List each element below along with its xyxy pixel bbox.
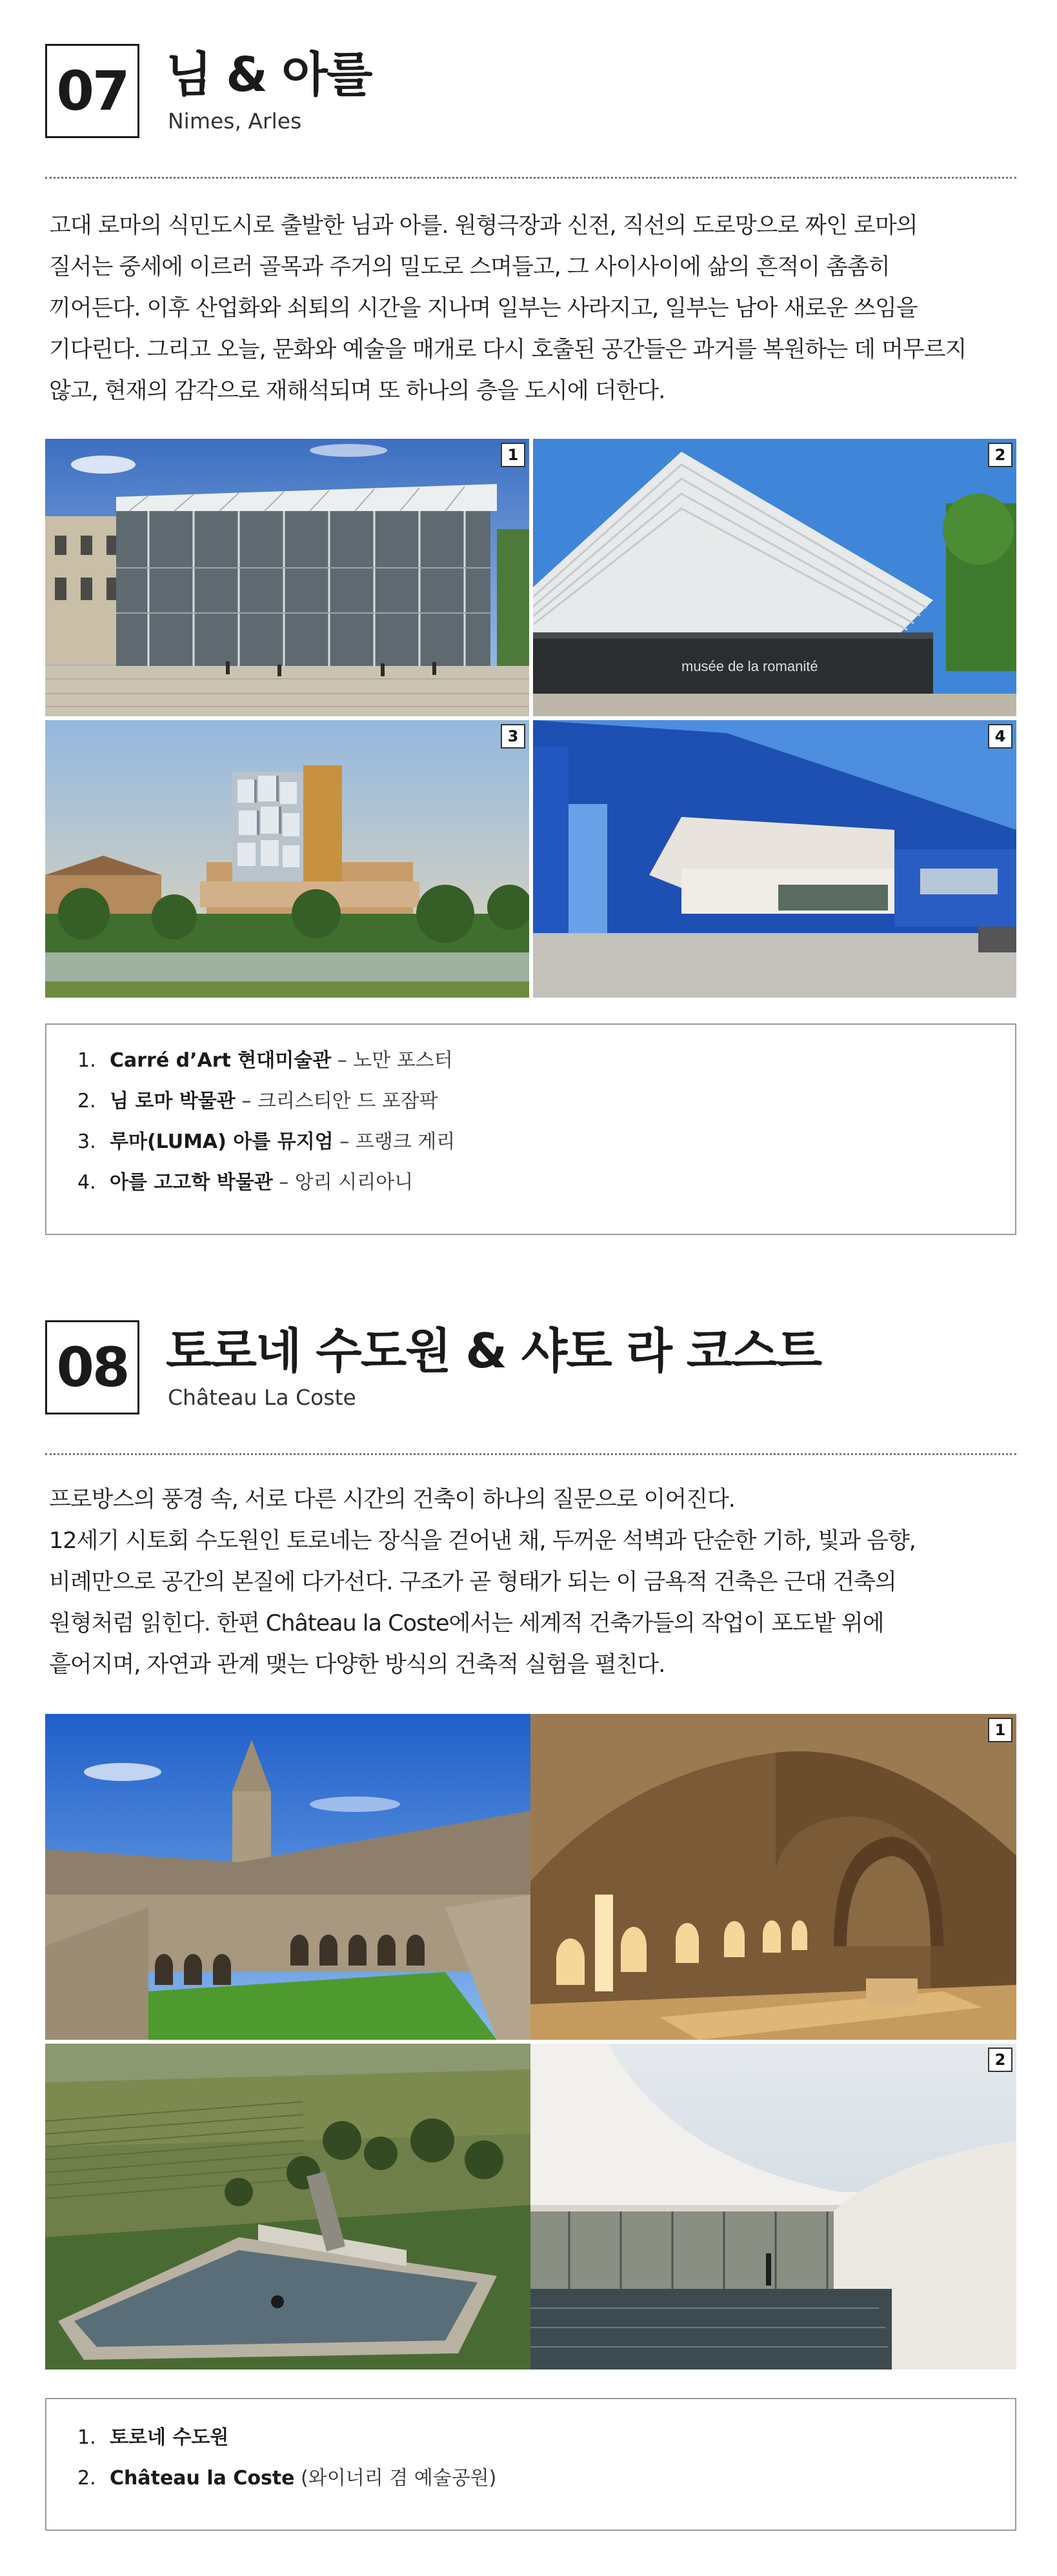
- paragraph-line: 프로방스의 풍경 속, 서로 다른 시간의 건축이 하나의 질문으로 이어진다.: [49, 1487, 735, 1513]
- list-architect: 크리스티안 드 포잠팍: [257, 1090, 438, 1112]
- list-separator: –: [235, 1090, 257, 1112]
- section-paragraph: [49, 205, 1014, 412]
- list-name: 아를 고고학 박물관: [110, 1171, 273, 1194]
- paragraph-line: 질서는 중세에 이르러 골목과 주거의 밀도로 스며들고, 그 사이사이에 삶의 흔적이 촘촘히: [49, 254, 890, 280]
- paragraph-line: 기다린다. 그리고 오늘, 문화와 예술을 매개로 다시 호출된 공간들은 과거를 복원하는 데 머무르지: [49, 337, 967, 363]
- thoronet-exterior-photo: [45, 1714, 530, 2040]
- photo-number-badge: 2: [988, 443, 1012, 467]
- list-architect: 앙리 시리아니: [294, 1171, 414, 1194]
- list-separator: –: [333, 1131, 356, 1153]
- chateau-aerial-photo: [45, 2044, 530, 2370]
- list-number: 1.: [77, 2426, 96, 2449]
- photo-number-badge: 1: [501, 443, 525, 467]
- list-name: 토로네 수도원: [110, 2426, 229, 2449]
- list-description: (와이너리 겸 예술공원): [301, 2467, 497, 2490]
- photo-number-badge: 2: [988, 2048, 1012, 2072]
- list-item: [77, 2425, 228, 2451]
- list-number: 4.: [77, 1171, 96, 1194]
- caption-list: [45, 1023, 1016, 1235]
- list-separator: [295, 2467, 301, 2490]
- list-item: [77, 1129, 455, 1155]
- list-architect: 노만 포스터: [353, 1049, 453, 1072]
- list-number: 3.: [77, 1131, 96, 1153]
- paragraph-line: 고대 로마의 식민도시로 출발한 님과 아를. 원형극장과 신전, 직선의 도로망으로 짜인 로마의: [49, 213, 918, 239]
- musee-romanite-photo: [533, 439, 1016, 716]
- building-sign: musée de la romanité: [681, 658, 818, 674]
- dotted-divider: [45, 177, 1016, 179]
- list-number: 1.: [77, 1049, 96, 1072]
- chateau-pavilion-photo: [530, 2044, 1016, 2370]
- paragraph-line: 끼어든다. 이후 산업화와 쇠퇴의 시간을 지나며 일부는 사라지고, 일부는 남아 새로운 쓰임을: [49, 296, 918, 321]
- list-name: Château la Coste: [110, 2467, 295, 2490]
- paragraph-line: 12세기 시토회 수도원인 토로네는 장식을 걷어낸 채, 두꺼운 석벽과 단순한 기하, 빛과 음향,: [49, 1528, 916, 1554]
- section-title: 토로네 수도원 & 샤토 라 코스트: [166, 1323, 821, 1379]
- photo-number-badge: 4: [988, 724, 1012, 749]
- dotted-divider: [45, 1453, 1016, 1455]
- section-number: 07: [45, 44, 139, 138]
- paragraph-line: 않고, 현재의 감각으로 재해석되며 또 하나의 층을 도시에 더한다.: [49, 378, 665, 404]
- section-08: [45, 1320, 1016, 2533]
- caption-list: [45, 2398, 1016, 2531]
- paragraph-line: 흩어지며, 자연과 관계 맺는 다양한 방식의 건축적 실험을 펼친다.: [49, 1652, 665, 1678]
- list-separator: –: [331, 1049, 354, 1072]
- thoronet-cloister-photo: [530, 1714, 1016, 2040]
- section-07: [45, 44, 1016, 1251]
- carre-dart-photo: [45, 439, 529, 716]
- list-name: 루마(LUMA) 아를 뮤지엄: [110, 1131, 334, 1153]
- list-item: [77, 1089, 438, 1114]
- list-item: [77, 1048, 453, 1074]
- list-name: Carré d’Art 현대미술관: [110, 1049, 332, 1072]
- list-name: 님 로마 박물관: [110, 1090, 236, 1112]
- list-separator: –: [272, 1171, 295, 1194]
- arles-antique-museum-photo: [533, 720, 1016, 998]
- section-title: 님 & 아를: [166, 47, 372, 103]
- section-paragraph: [49, 1479, 1014, 1685]
- paragraph-line: 원형처럼 읽힌다. 한편 Château la Coste에서는 세계적 건축가들의 작업이 포도밭 위에: [49, 1611, 884, 1636]
- list-item: [77, 1170, 413, 1196]
- section-number: 08: [45, 1320, 139, 1414]
- section-header: [45, 1320, 1016, 1417]
- photo-number-badge: 1: [988, 1718, 1012, 1742]
- photo-number-badge: 3: [501, 724, 525, 749]
- section-subtitle: Château La Coste: [168, 1385, 356, 1410]
- section-subtitle: Nimes, Arles: [168, 108, 302, 134]
- list-item: [77, 2466, 496, 2491]
- list-architect: 프랭크 게리: [355, 1131, 456, 1153]
- luma-arles-photo: [45, 720, 529, 998]
- list-number: 2.: [77, 1090, 96, 1112]
- paragraph-line: 비례만으로 공간의 본질에 다가선다. 구조가 곧 형태가 되는 이 금욕적 건축은 근대 건축의: [49, 1569, 896, 1595]
- section-header: [45, 44, 1016, 141]
- list-number: 2.: [77, 2467, 96, 2490]
